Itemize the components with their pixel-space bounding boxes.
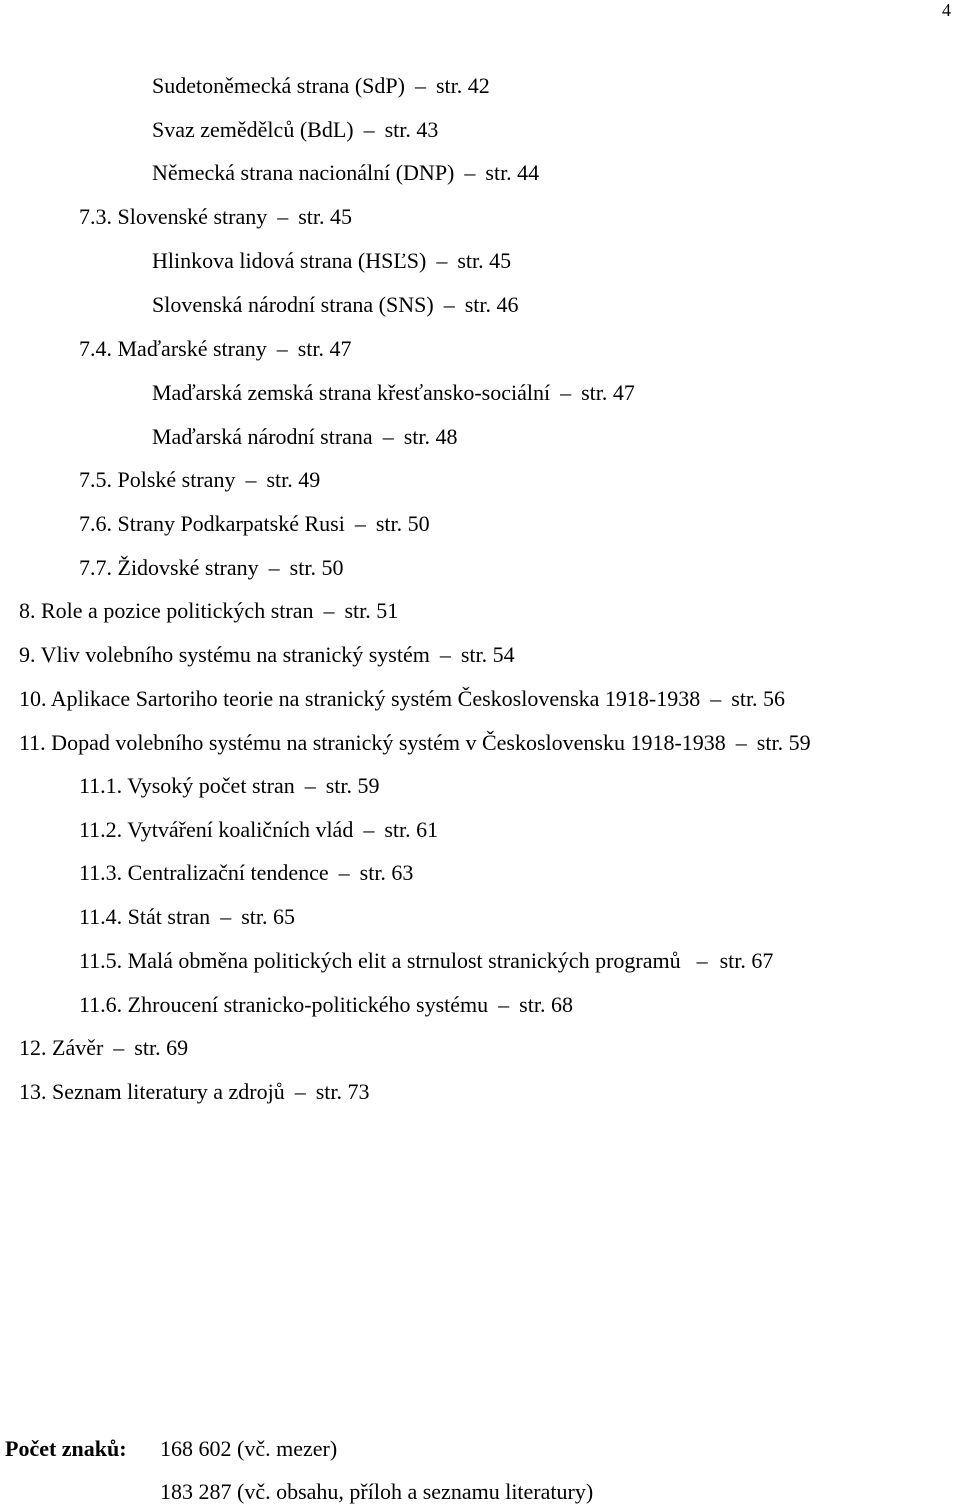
toc-entry: [79, 334, 352, 364]
toc-entry-title: 7.3. Slovenské strany: [79, 204, 268, 229]
toc-entry: [79, 902, 295, 932]
toc-dash: –: [268, 555, 280, 580]
toc-entry-title: 7.6. Strany Podkarpatské Rusi: [79, 511, 345, 536]
toc-dash: –: [276, 336, 288, 361]
toc-entry: [19, 640, 515, 670]
toc-entry: [79, 509, 430, 539]
toc-entry-page: str. 47: [581, 380, 635, 405]
toc-entry-title: 11. Dopad volebního systému na stranický systém v Československu 1918-1938: [19, 730, 726, 755]
toc-entry-page: str. 45: [457, 248, 512, 273]
toc-entry-page: str. 46: [464, 292, 519, 317]
toc-entry-title: 12. Závěr: [19, 1035, 104, 1060]
toc-entry: [19, 1033, 188, 1063]
toc-entry-page: str. 61: [384, 817, 439, 842]
toc-entry-page: str. 48: [403, 424, 458, 449]
toc-dash: –: [696, 948, 708, 973]
toc-entry-title: 8. Role a pozice politických stran: [19, 598, 314, 623]
toc-entry: [152, 71, 490, 101]
toc-entry-title: Maďarská zemská strana křesťansko-sociální: [152, 380, 551, 405]
toc-entry-page: str. 50: [375, 511, 430, 536]
toc-entry-title: 7.7. Židovské strany: [79, 555, 259, 580]
toc-dash: –: [735, 730, 747, 755]
toc-entry: [152, 246, 511, 276]
toc-entry-title: 10. Aplikace Sartoriho teorie na stranický systém Československa 1918-1938: [19, 686, 701, 711]
toc-entry-page: str. 47: [297, 336, 352, 361]
toc-entry-title: Slovenská národní strana (SNS): [152, 292, 434, 317]
toc-dash: –: [220, 904, 232, 929]
toc-entry-title: Maďarská národní strana: [152, 424, 373, 449]
toc-entry: [79, 946, 773, 976]
toc-entry: [19, 596, 398, 626]
toc-entry-title: 9. Vliv volebního systému na stranický systém: [19, 642, 430, 667]
toc-entry-page: str. 44: [485, 160, 540, 185]
toc-entry: [79, 858, 413, 888]
toc-dash: –: [304, 773, 316, 798]
toc-entry-page: str. 45: [298, 204, 352, 229]
toc-entry: [152, 422, 458, 452]
toc-dash: –: [439, 642, 451, 667]
toc-entry-title: 11.6. Zhroucení stranicko-politického systému: [79, 992, 489, 1017]
character-count-total: 183 287 (vč. obsahu, příloh a seznamu literatury): [160, 1479, 594, 1504]
toc-entry-title: Sudetoněmecká strana (SdP): [152, 73, 405, 98]
toc-entry-title: 11.4. Stát stran: [79, 904, 211, 929]
toc-dash: –: [464, 160, 476, 185]
toc-entry-title: 11.3. Centralizační tendence: [79, 860, 329, 885]
toc-entry-page: str. 54: [460, 642, 515, 667]
toc-entry: [79, 202, 352, 232]
character-count-with-spaces: 168 602 (vč. mezer): [160, 1436, 338, 1461]
toc-entry-title: 13. Seznam literatury a zdrojů: [19, 1079, 285, 1104]
toc-dash: –: [560, 380, 572, 405]
toc-dash: –: [436, 248, 448, 273]
toc-entry-title: 11.5. Malá obměna politických elit a strnulost stranických programů: [79, 948, 681, 973]
toc-entry-page: str. 73: [315, 1079, 370, 1104]
toc-dash: –: [354, 511, 366, 536]
toc-dash: –: [710, 686, 722, 711]
toc-entry: [79, 815, 438, 845]
toc-entry-title: Svaz zemědělců (BdL): [152, 117, 354, 142]
toc-entry-page: str. 68: [519, 992, 573, 1017]
character-count-label: Počet znaků:: [5, 1436, 127, 1461]
toc-entry-title: 7.5. Polské strany: [79, 467, 236, 492]
toc-entry-page: str. 59: [756, 730, 811, 755]
toc-entry: [79, 553, 343, 583]
toc-entry-title: 11.2. Vytváření koaličních vlád: [79, 817, 354, 842]
toc-dash: –: [113, 1035, 125, 1060]
toc-entry: [79, 465, 320, 495]
toc-dash: –: [363, 117, 375, 142]
toc-dash: –: [498, 992, 510, 1017]
toc-entry-page: str. 49: [266, 467, 321, 492]
toc-entry: [79, 771, 380, 801]
toc-entry-page: str. 67: [719, 948, 774, 973]
toc-entry-title: Německá strana nacionální (DNP): [152, 160, 455, 185]
toc-dash: –: [363, 817, 375, 842]
toc-dash: –: [414, 73, 426, 98]
toc-dash: –: [338, 860, 350, 885]
toc-entry: [152, 290, 518, 320]
toc-entry: [152, 158, 539, 188]
toc-entry: [79, 990, 573, 1020]
toc-dash: –: [382, 424, 394, 449]
toc-entry-page: str. 56: [731, 686, 786, 711]
toc-dash: –: [277, 204, 289, 229]
toc-entry: [19, 1077, 370, 1107]
toc-entry-page: str. 50: [289, 555, 344, 580]
page-number: 4: [942, 0, 951, 20]
toc-entry-page: str. 51: [344, 598, 399, 623]
toc-dash: –: [245, 467, 257, 492]
toc-entry-page: str. 42: [435, 73, 490, 98]
toc-entry: [19, 728, 811, 758]
toc-entry: [19, 684, 785, 714]
toc-entry-page: str. 69: [134, 1035, 189, 1060]
toc-entry-page: str. 63: [359, 860, 414, 885]
toc-entry-page: str. 59: [325, 773, 380, 798]
toc-entry: [152, 378, 635, 408]
toc-entry-title: Hlinkova lidová strana (HSĽS): [152, 248, 427, 273]
toc-entry-page: str. 43: [384, 117, 439, 142]
toc-entry: [152, 115, 438, 145]
toc-dash: –: [443, 292, 455, 317]
toc-entry-title: 11.1. Vysoký počet stran: [79, 773, 295, 798]
toc-entry-title: 7.4. Maďarské strany: [79, 336, 267, 361]
toc-entry-page: str. 65: [241, 904, 295, 929]
toc-dash: –: [323, 598, 335, 623]
toc-dash: –: [294, 1079, 306, 1104]
